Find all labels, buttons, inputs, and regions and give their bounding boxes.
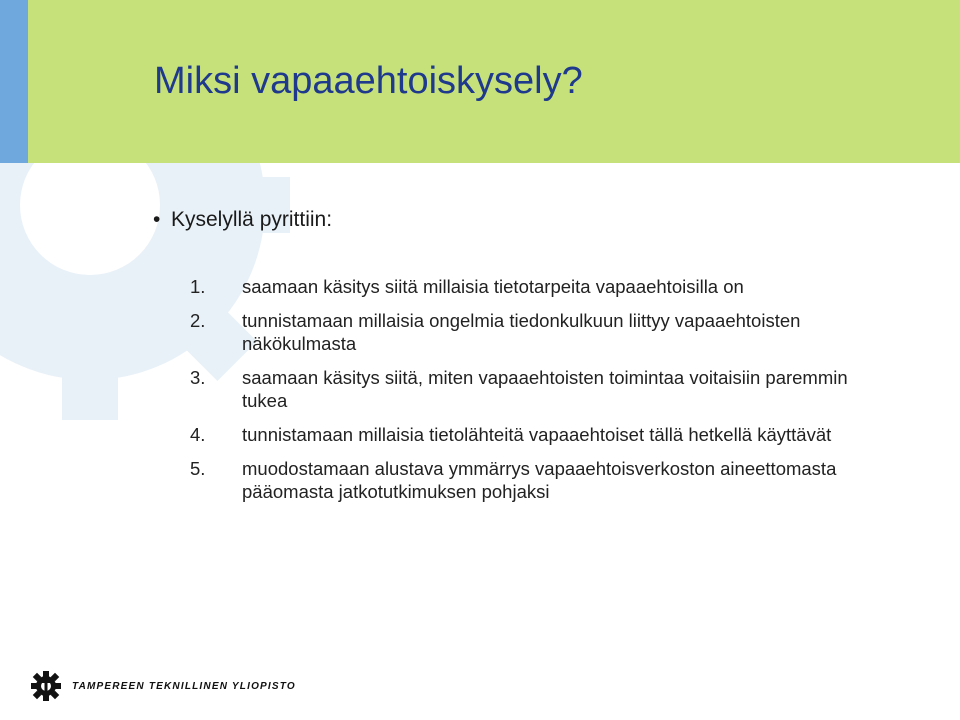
list-number: 2. [190,310,206,331]
list-text: tunnistamaan millaisia ongelmia tiedonkulkuun liittyy vapaaehtoisten näkökulmasta [242,310,801,354]
university-logo-icon [30,670,62,702]
numbered-list [190,275,890,514]
list-item [190,423,890,446]
list-text: muodostamaan alustava ymmärrys vapaaehtoisverkoston aineettomasta pääomasta jatkotutkimuksen pohjaksi [242,458,837,502]
list-number: 5. [190,458,206,479]
list-number: 4. [190,424,206,445]
list-text: tunnistamaan millaisia tietolähteitä vapaaehtoiset tällä hetkellä käyttävät [242,424,832,445]
university-name: TAMPEREEN TEKNILLINEN YLIOPISTO [72,680,296,692]
footer [30,666,296,706]
list-number: 3. [190,367,206,388]
bullet-icon: • [153,208,161,231]
slide-title: Miksi vapaaehtoiskysely? [154,60,583,102]
list-item [190,309,890,355]
list-text: saamaan käsitys siitä, miten vapaaehtoisten toimintaa voitaisiin paremmin tukea [242,367,848,411]
list-item [190,457,890,503]
list-item [190,275,890,298]
side-accent-bar [0,0,28,163]
list-item [190,366,890,412]
bullet-text: Kyselyllä pyrittiin: [171,208,333,231]
list-number: 1. [190,276,206,297]
bullet-item [153,208,332,232]
list-text: saamaan käsitys siitä millaisia tietotarpeita vapaaehtoisilla on [242,276,744,297]
